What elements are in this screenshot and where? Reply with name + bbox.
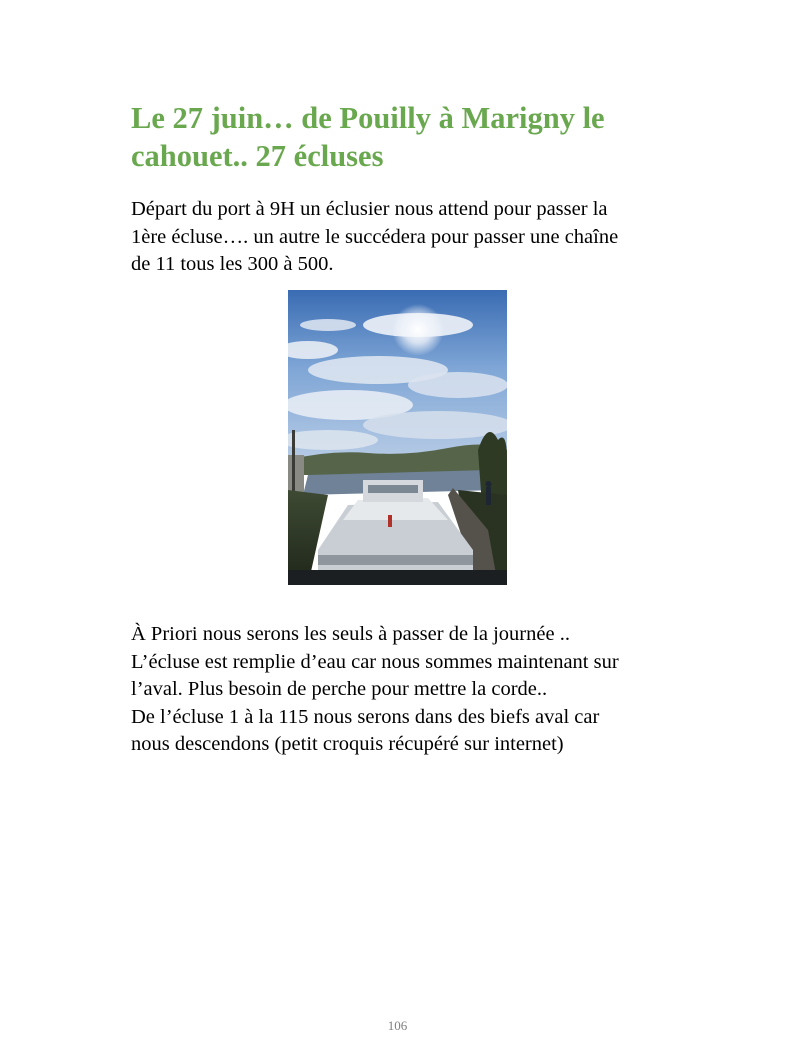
body-line-2: L’écluse est remplie d’eau car nous sommes maintenant sur [131, 650, 619, 673]
title-line-1: Le 27 juin… de Pouilly à Marigny le [131, 101, 605, 135]
intro-line-2: 1ère écluse…. un autre le succédera pour passer une chaîne [131, 225, 619, 248]
intro-paragraph [131, 196, 671, 279]
body-line-5: nous descendons (petit croquis récupéré sur internet) [131, 733, 564, 755]
title-line-2: cahouet.. 27 écluses [131, 139, 384, 173]
page-title [131, 99, 691, 175]
intro-line-3: de 11 tous les 300 à 500. [131, 253, 334, 275]
canal-boat-photo [288, 290, 507, 585]
page-number: 106 [387, 1018, 408, 1033]
photo-illustration [288, 290, 507, 585]
body-paragraph [131, 621, 671, 759]
body-line-1: À Priori nous serons les seuls à passer de la journée .. [131, 623, 570, 645]
body-line-3: l’aval. Plus besoin de perche pour mettre la corde.. [131, 678, 548, 700]
body-line-4: De l’écluse 1 à la 115 nous serons dans des biefs aval car [131, 705, 600, 728]
intro-line-1: Départ du port à 9H un éclusier nous attend pour passer la [131, 198, 608, 220]
